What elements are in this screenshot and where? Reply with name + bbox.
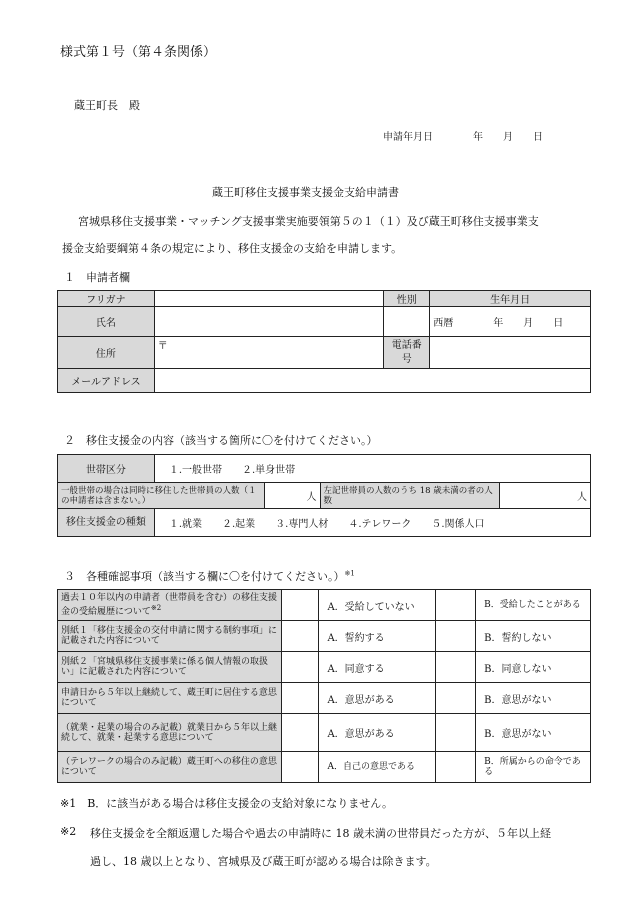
section2-heading: ２ 移住支援金の内容（該当する箇所に〇を付けてください。） (64, 434, 378, 447)
option-a-1: A．受給していない (319, 590, 436, 621)
note-1-text: B．に該当がある場合は移住支援金の支給対象になりません。 (87, 797, 393, 810)
question-3: 別紙２「宮城県移住支援事業に係る個人情報の取扱い」に記載された内容について (58, 652, 282, 683)
confirmation-table (57, 589, 591, 783)
document-title: 蔵王町移住支援事業支援金支給申請書 (212, 186, 399, 199)
minors-unit: 人 (577, 492, 587, 503)
check-a-5[interactable] (281, 714, 319, 752)
addressee: 蔵王町長 殿 (74, 99, 140, 112)
question-2: 別紙１「移住支援金の交付申請に関する制約事項」に記載された内容について (58, 621, 282, 652)
option-a-5: A．意思がある (319, 714, 436, 752)
phone-label: 電話番号 (384, 337, 430, 369)
question-4: 申請日から５年以上継続して、蔵王町に居住する意思について (58, 683, 282, 714)
check-b-3[interactable] (436, 652, 476, 683)
question-6: （テレワークの場合のみ記載）蔵王町への移住の意思について (58, 752, 282, 783)
check-b-6[interactable] (436, 752, 476, 783)
address-label: 住所 (58, 337, 155, 369)
postal-mark: 〒 (157, 341, 168, 352)
note-2-mark: ※2 (60, 825, 77, 838)
check-a-4[interactable] (281, 683, 319, 714)
intro-line-2: 援金支給要綱第４条の規定により、移住支援金の支給を申請します。 (62, 242, 403, 255)
household-options[interactable]: １.一般世帯 ２.単身世帯 (154, 455, 590, 483)
gender-field[interactable] (384, 307, 430, 337)
option-b-1: B．受給したことがある (476, 590, 591, 621)
option-a-2: A．誓約する (319, 621, 436, 652)
option-b-5: B．意思がない (476, 714, 591, 752)
question-5: （就業・起業の場合のみ記載）就業日から５年以上継続して、就業・起業する意思について (58, 714, 282, 752)
section1-heading: １ 申請者欄 (64, 271, 130, 284)
section3-heading: ３ 各種確認事項（該当する欄に〇を付けてください。）$^{※1}$ (64, 569, 355, 583)
address-field[interactable] (154, 337, 384, 369)
option-a-4: A．意思がある (319, 683, 436, 714)
check-b-4[interactable] (436, 683, 476, 714)
minors-label: 左記世帯員の人数のうち 18 歳未満の者の人数 (320, 483, 500, 509)
phone-field[interactable] (430, 337, 591, 369)
application-date: 申請年月日 年 月 日 (383, 132, 543, 143)
check-b-1[interactable] (436, 590, 476, 621)
form-number: 様式第１号（第４条関係） (60, 45, 217, 60)
email-label: メールアドレス (58, 369, 155, 393)
option-b-2: B．誓約しない (476, 621, 591, 652)
note-2-line-2: 過し、18 歳以上となり、宮城県及び蔵王町が認める場合は除きます。 (90, 855, 437, 868)
email-field[interactable] (154, 369, 590, 393)
check-a-6[interactable] (281, 752, 319, 783)
check-b-5[interactable] (436, 714, 476, 752)
check-a-3[interactable] (281, 652, 319, 683)
name-field[interactable] (154, 307, 384, 337)
check-b-2[interactable] (436, 621, 476, 652)
support-content-table (57, 454, 591, 537)
note-1 (60, 795, 393, 811)
type-options[interactable]: １.就業 ２.起業 ３.専門人材 ４.テレワーク ５.関係人口 (154, 509, 590, 537)
name-label: 氏名 (58, 307, 155, 337)
birthdate-value: 西暦 年 月 日 (433, 318, 564, 329)
option-a-3: A．同意する (319, 652, 436, 683)
members-count[interactable] (264, 483, 320, 509)
option-b-3: B．同意しない (476, 652, 591, 683)
note-mark-1: ※1 (344, 569, 355, 578)
furigana-field[interactable] (154, 291, 384, 307)
gender-label: 性別 (384, 291, 430, 307)
check-a-2[interactable] (281, 621, 319, 652)
option-a-6: A．自己の意思である (319, 752, 436, 783)
note-mark-2: ※2 (150, 604, 162, 612)
members-label: 一般世帯の場合は同時に移住した世帯員の人数（１の申請者は含まない。） (58, 483, 265, 509)
intro-line-1: 宮城県移住支援事業・マッチング支援事業実施要領第５の１（１）及び蔵王町移住支援事業支 (78, 215, 539, 228)
note-1-mark: ※1 (60, 797, 77, 810)
option-b-4: B．意思がない (476, 683, 591, 714)
household-label: 世帯区分 (58, 455, 155, 483)
check-a-1[interactable] (281, 590, 319, 621)
type-label: 移住支援金の種類 (58, 509, 155, 537)
question-1: 過去１０年以内の申請者（世帯員を含む）の移住支援金の受給履歴について$^{※2}$ (58, 590, 282, 621)
members-unit: 人 (306, 492, 317, 503)
birthdate-label: 生年月日 (430, 291, 591, 307)
minors-count[interactable] (500, 483, 591, 509)
note-2-line-1: 移住支援金を全額返還した場合や過去の申請時に 18 歳未満の世帯員だった方が、５年以上経 (90, 827, 551, 840)
option-b-6: B．所属からの命令である (476, 752, 591, 783)
applicant-table (57, 290, 591, 393)
birthdate-field[interactable] (430, 307, 591, 337)
furigana-label: フリガナ (58, 291, 155, 307)
